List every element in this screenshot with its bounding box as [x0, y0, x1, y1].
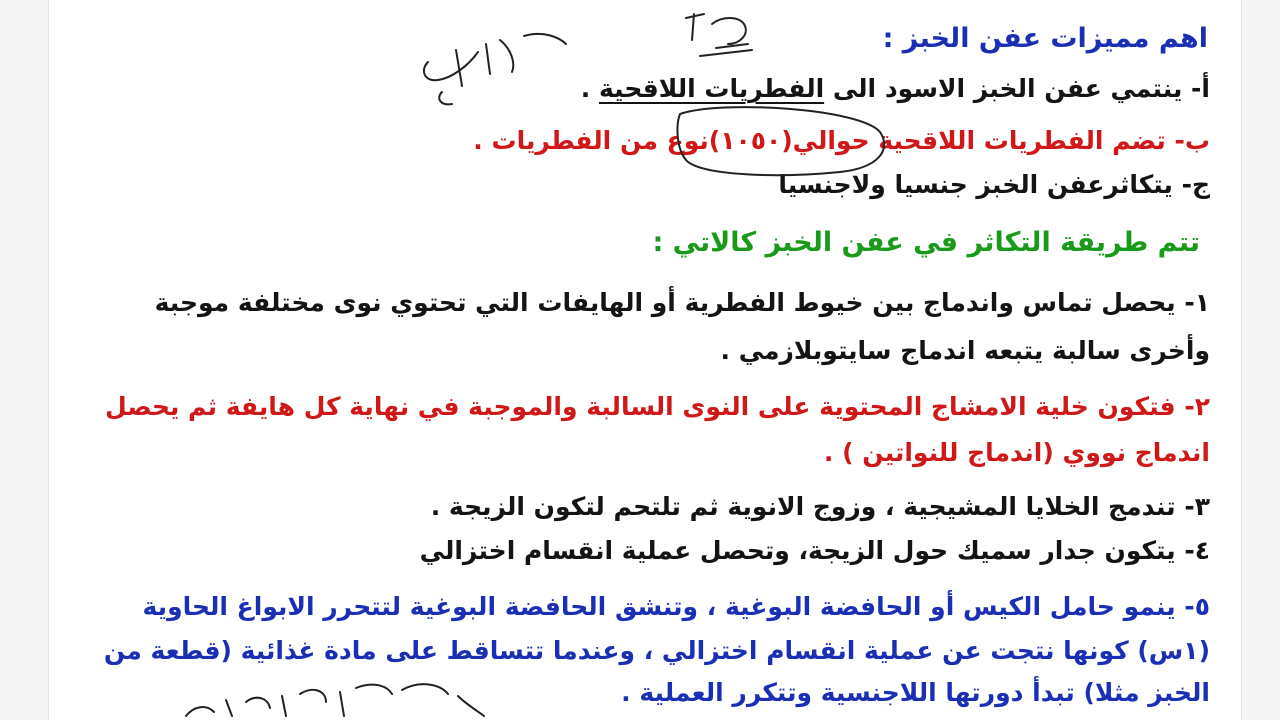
handwritten-word-1	[424, 34, 566, 104]
step-1-line-2: وأخرى سالبة يتبعه اندماج سايتوبلازمي .	[720, 336, 1210, 365]
handwritten-word-3	[186, 684, 484, 716]
features-heading: اهم مميزات عفن الخبز :	[882, 23, 1208, 54]
step-4: ٤- يتكون جدار سميك حول الزيجة، وتحصل عملية انقسام اختزالي	[419, 536, 1210, 565]
step-5-line-2: (١س) كونها نتجت عن عملية انقسام اختزالي ، وعندما تتساقط على مادة غذائية (قطعة من	[103, 636, 1210, 665]
feature-a-term: الفطريات اللاقحية	[599, 74, 825, 103]
feature-a	[581, 72, 1210, 106]
step-1-line-1: ١- يحصل تماس واندماج بين خيوط الفطرية أو الهايفات التي تحتوي نوى مختلفة موجبة	[154, 288, 1210, 317]
feature-c: ج- يتكاثرعفن الخبز جنسيا ولاجنسيا	[778, 170, 1210, 199]
step-3: ٣- تندمج الخلايا المشيجية ، وزوج الانوية ثم تلتحم لتكون الزيجة .	[430, 492, 1210, 521]
method-heading: تتم طريقة التكاثر في عفن الخبز كالاتي :	[652, 227, 1200, 258]
feature-a-prefix: أ- ينتمي عفن الخبز الاسود الى	[824, 74, 1210, 103]
step-2-line-1: ٢- فتكون خلية الامشاج المحتوية على النوى السالبة والموجبة في نهاية كل هايفة ثم يحصل	[105, 392, 1210, 421]
right-margin-strip	[1241, 0, 1280, 720]
left-margin-strip	[0, 0, 49, 720]
feature-b: ب- تضم الفطريات اللاقحية حوالي(١٠٥٠)نوع من الفطريات .	[473, 126, 1210, 155]
step-2-line-2: اندماج نووي (اندماج للنواتين ) .	[823, 438, 1210, 467]
feature-a-suffix: .	[580, 74, 599, 103]
step-5-line-1: ٥- ينمو حامل الكيس أو الحافضة البوغية ، وتنشق الحافضة البوغية لتتحرر الابواغ الحاوية	[142, 592, 1210, 621]
handwritten-word-2	[686, 14, 752, 56]
step-5-line-3: الخبز مثلا) تبدأ دورتها اللاجنسية وتتكرر العملية .	[621, 678, 1210, 707]
